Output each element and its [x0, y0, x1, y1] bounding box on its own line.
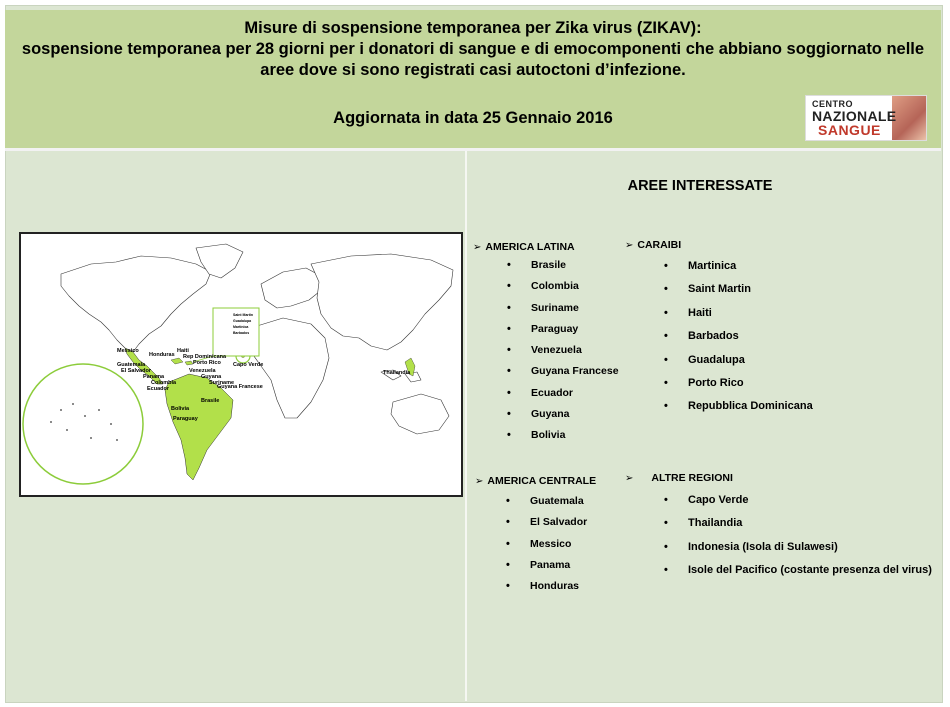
list-item: • El Salvador — [530, 516, 596, 537]
title-line-2: sospensione temporanea per 28 giorni per i donatori di sangue e di emocomponenti che abbiano soggiornato nelle — [21, 40, 925, 58]
arrow-icon: ➢ — [473, 241, 482, 253]
world-map — [19, 232, 463, 497]
country-list — [688, 260, 813, 424]
list-item: • Guadalupa — [688, 354, 813, 377]
list-item: • Paraguay — [531, 323, 619, 344]
group-header — [473, 240, 619, 254]
map-label-el-salvador: El Salvador — [121, 368, 151, 374]
list-item: • Ecuador — [531, 387, 619, 408]
logo-line-2: NAZIONALE — [812, 108, 897, 124]
group-america-centrale — [475, 474, 596, 601]
list-item: • Guatemala — [530, 495, 596, 516]
list-item: • Panama — [530, 559, 596, 580]
group-altre-regioni — [625, 471, 932, 588]
map-label-brasile: Brasile — [201, 398, 220, 404]
group-label: AMERICA CENTRALE — [487, 475, 597, 487]
arrow-icon: ➢ — [625, 239, 634, 251]
map-label-paraguay: Paraguay — [173, 416, 198, 422]
map-label-rep-dominicana: Rep Dominicana — [183, 354, 227, 360]
country-list — [530, 495, 596, 601]
centro-nazionale-sangue-logo — [805, 95, 927, 141]
list-item: • Colombia — [531, 280, 619, 301]
list-item: • Guyana — [531, 408, 619, 429]
list-item: • Barbados — [688, 330, 813, 353]
logo-line-1: CENTRO — [812, 99, 853, 109]
asia-shape — [311, 254, 453, 350]
list-item: • Repubblica Dominicana — [688, 400, 813, 423]
group-header — [625, 471, 932, 485]
world-map-svg — [21, 234, 461, 495]
list-item: • Honduras — [530, 580, 596, 601]
list-item: • Venezuela — [531, 344, 619, 365]
map-label-guatemala: Guatemala — [117, 362, 146, 368]
arrow-icon: ➢ — [625, 472, 634, 484]
logo-line-3-text: SANGUE — [818, 122, 881, 138]
country-list — [688, 494, 932, 588]
group-header — [625, 238, 813, 252]
list-item: • Porto Rico — [688, 377, 813, 400]
pacific-islands-circle — [23, 364, 143, 484]
slide-header — [5, 10, 941, 151]
inset-label-barbados: Barbados — [233, 331, 250, 335]
map-label-thailandia: Thailandia — [383, 370, 411, 376]
list-item: • Messico — [530, 538, 596, 559]
list-item: • Haiti — [688, 307, 813, 330]
list-item: • Isole del Pacifico (costante presenza del virus) — [688, 564, 932, 587]
map-label-bolivia: Bolivia — [171, 406, 190, 412]
arrow-icon: ➢ — [475, 475, 484, 487]
map-label-messico: Messico — [117, 348, 139, 354]
list-item: • Bolivia — [531, 429, 619, 450]
group-america-latina — [473, 240, 619, 451]
map-label-ecuador: Ecuador — [147, 386, 170, 392]
group-label: AMERICA LATINA — [485, 241, 575, 253]
logo-line-3 — [818, 122, 881, 138]
logo-artwork — [892, 96, 926, 140]
country-list — [531, 259, 619, 451]
map-label-guyana: Guyana — [201, 374, 222, 380]
column-divider — [465, 151, 467, 701]
australia-shape — [391, 394, 449, 434]
map-label-colombia: Colombia — [151, 380, 177, 386]
title-line-1: Misure di sospensione temporanea per Zika virus (ZIKAV): — [244, 19, 702, 37]
map-label-haiti: Haiti — [177, 348, 189, 354]
list-item: • Saint Martin — [688, 283, 813, 306]
list-item: • Thailandia — [688, 517, 932, 540]
north-america-shape — [61, 256, 211, 352]
list-item: • Guyana Francese — [531, 365, 619, 386]
list-item: • Brasile — [531, 259, 619, 280]
map-label-guyana-francese: Guyana Francese — [217, 384, 263, 390]
inset-label-martinica: Martinica — [233, 325, 249, 329]
group-label: ALTRE REGIONI — [651, 472, 733, 484]
map-label-suriname: Suriname — [209, 380, 235, 386]
europe-shape — [261, 268, 321, 308]
slide-title — [5, 18, 941, 81]
list-item: • Capo Verde — [688, 494, 932, 517]
map-label-panama: Panama — [143, 374, 165, 380]
map-label-capo-verde: Capo Verde — [233, 362, 264, 368]
group-label: CARAIBI — [637, 239, 682, 251]
map-label-honduras: Honduras — [149, 352, 175, 358]
list-item: • Indonesia (Isola di Sulawesi) — [688, 541, 932, 564]
areas-title: AREE INTERESSATE — [627, 178, 773, 194]
group-caraibi — [625, 238, 813, 424]
map-label-porto-rico: Porto Rico — [193, 360, 221, 366]
inset-label-guadalupa: Guadalupa — [233, 319, 252, 323]
inset-label-saint-martin: Saint Martin — [233, 313, 254, 317]
list-item: • Martinica — [688, 260, 813, 283]
update-date: Aggiornata in data 25 Gennaio 2016 — [333, 109, 613, 127]
list-item: • Suriname — [531, 302, 619, 323]
group-header — [475, 474, 596, 488]
map-label-venezuela: Venezuela — [189, 368, 216, 374]
africa-shape — [249, 318, 329, 418]
title-line-3: aree dove si sono registrati casi autoctoni d’infezione. — [260, 61, 686, 79]
